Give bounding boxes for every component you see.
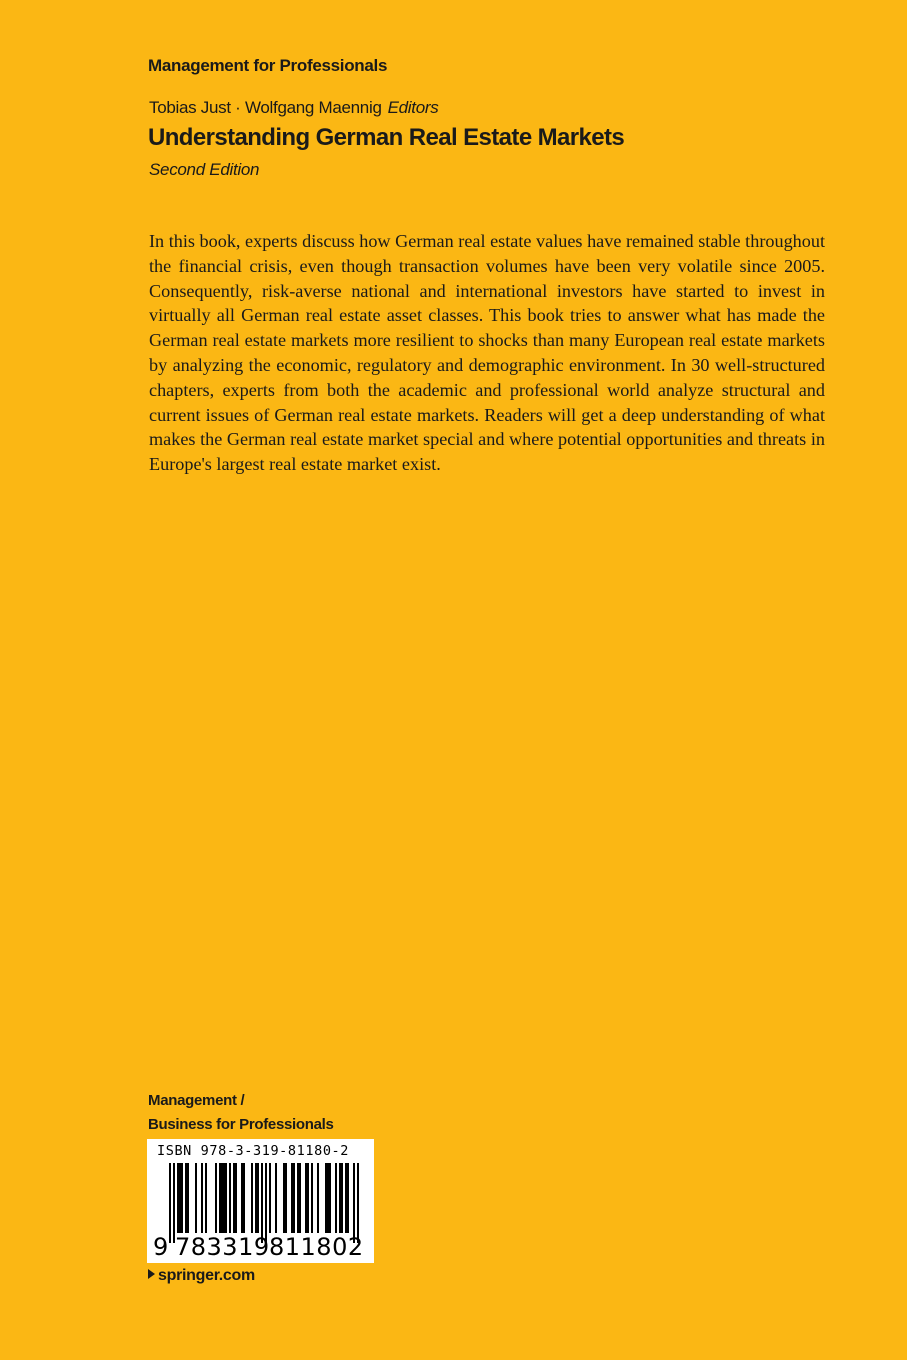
barcode-bar [205,1163,207,1233]
barcode-bar [221,1163,223,1233]
barcode-bar [215,1163,217,1233]
isbn-number: ISBN 978-3-319-81180-2 [157,1143,350,1159]
barcode-bar [201,1163,203,1233]
barcode-right-digits: 811802 [269,1233,364,1261]
publisher-url: springer.com [158,1267,255,1284]
barcode-bar [293,1163,295,1233]
barcode-bar [257,1163,259,1233]
editors-role: Editors [387,98,439,117]
barcode-bar [357,1163,359,1243]
barcode-bar [243,1163,245,1233]
barcode-bar [329,1163,331,1233]
arrow-right-icon [148,1269,155,1279]
barcode-bar [241,1163,243,1233]
barcode-bar [311,1163,313,1233]
barcode-bar [305,1163,307,1233]
barcode-bar [177,1163,179,1233]
barcode-bar [353,1163,355,1243]
barcode-bar [327,1163,329,1233]
barcode-bar [185,1163,187,1233]
barcode-bar [335,1163,337,1233]
barcode-bar [181,1163,183,1233]
barcode-bar [325,1163,327,1233]
barcode-bar [291,1163,293,1233]
barcode-first-digit: 9 [153,1233,169,1261]
barcode-bar [169,1163,171,1243]
editor-names: Tobias Just · Wolfgang Maennig [149,98,382,117]
barcode-bar [179,1163,181,1233]
isbn-barcode [147,1139,374,1263]
series-name: Management for Professionals [148,56,388,75]
barcode-bar [255,1163,257,1233]
barcode-left-digits: 783319 [175,1233,270,1261]
publisher-link[interactable] [148,1267,255,1285]
book-description: In this book, experts discuss how German real estate values have remained stable throughout the financial crisis, even though transaction volumes have been very volatile since 2005. Consequently, risk-averse national and international investors have started to invest in virtually all German real estate asset classes. This book tries to answer what has made the German real estate markets more resilient to shocks than many European real estate markets by analyzing the economic, regulatory and demographic environment. In 30 well-structured chapters, experts from both the academic and professional world analyze structural and current issues of German real estate markets. Readers will get a deep understanding of what makes the German real estate market special and where potential opportunities and threats in Europe's largest real estate market exist. [149,231,825,475]
barcode-bar [297,1163,299,1233]
edition-label: Second Edition [149,160,260,179]
subject-category [148,1089,334,1137]
barcode-bar [317,1163,319,1233]
barcode-bar [233,1163,235,1233]
editors-line [149,98,438,118]
barcode-bar [219,1163,221,1233]
barcode-bar [341,1163,343,1233]
barcode-bar [339,1163,341,1233]
barcode-bar [283,1163,285,1233]
barcode-bar [187,1163,189,1233]
barcode-bar [195,1163,197,1233]
barcode-bar [173,1163,175,1243]
barcode-bar [299,1163,301,1233]
barcode-bar [225,1163,227,1233]
barcode-bar [275,1163,277,1233]
barcode-bar [235,1163,237,1233]
category-line-2: Business for Professionals [148,1116,334,1133]
barcode-bar [307,1163,309,1233]
barcode-bar [285,1163,287,1233]
barcode-bar [265,1163,267,1243]
barcode-bar [269,1163,271,1233]
barcode-bar [229,1163,231,1233]
book-title: Understanding German Real Estate Markets [148,124,625,151]
barcode-bar [261,1163,263,1243]
barcode-bar [223,1163,225,1233]
barcode-bar [345,1163,347,1233]
barcode-bar [251,1163,253,1233]
barcode-bar [347,1163,349,1233]
category-line-1: Management / [148,1092,245,1109]
